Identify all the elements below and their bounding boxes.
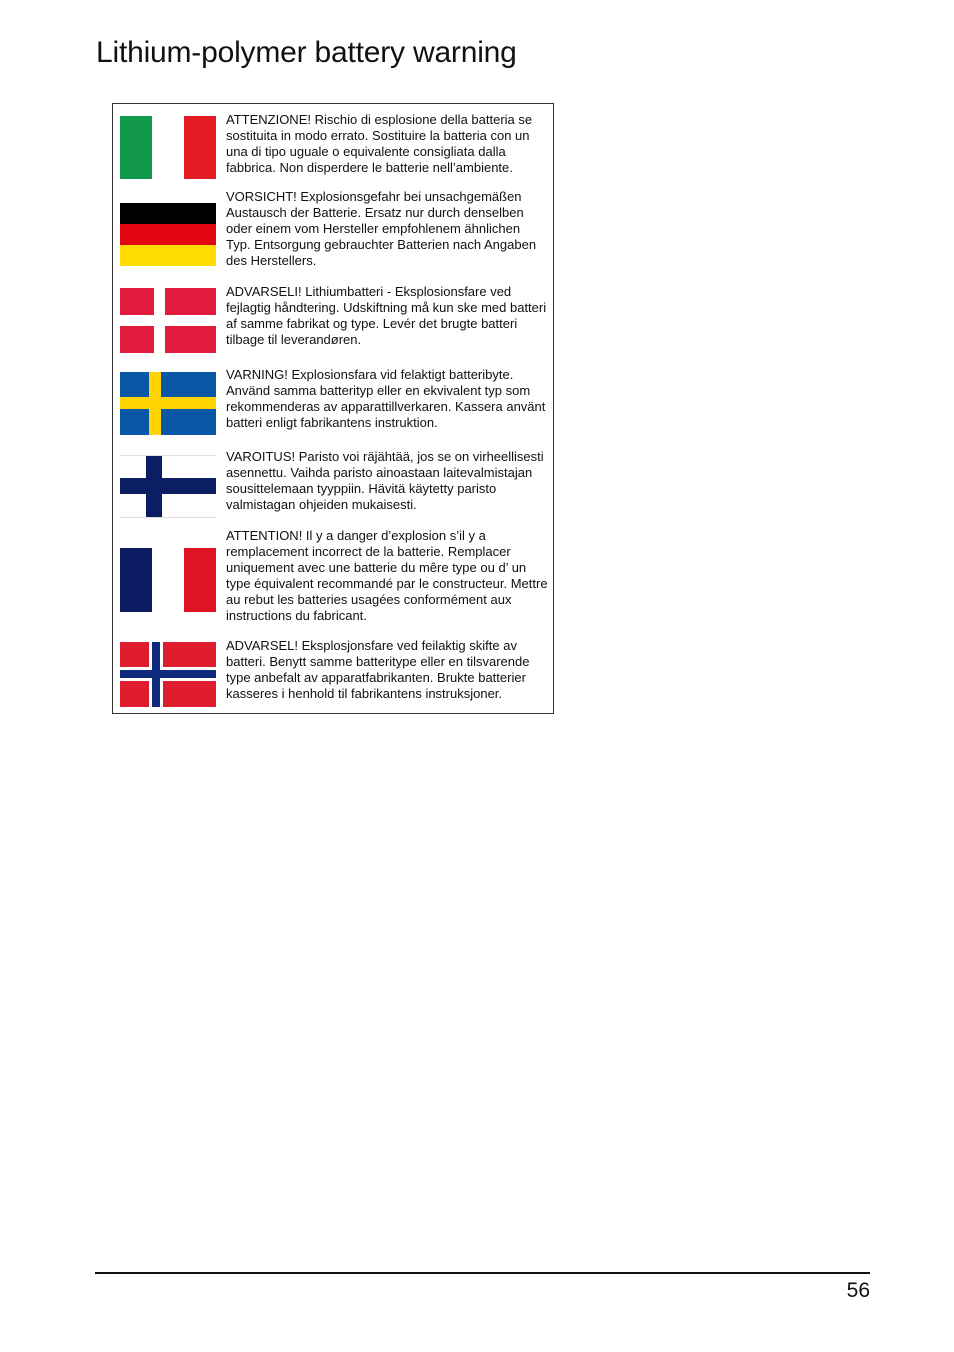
warning-text-norwegian: ADVARSEL! Eksplosjonsfare ved feilaktig skifte av batteri. Benytt samme batteritype eller en tilsvarende type anbefalt av apparatfabrikanten. Brukte batterier kasseres i henhold til fabrikantens instruksjoner. (226, 638, 530, 701)
finland-flag-icon (120, 455, 216, 518)
germany-flag-icon (120, 203, 216, 266)
denmark-flag-icon (120, 288, 216, 353)
warning-text-german: VORSICHT! Explosionsgefahr bei unsachgemäßen Austausch der Batterie. Ersatz nur durch denselben oder einem vom Hersteller empfohlenem ähnlichen Typ. Entsorgung gebrauchter Batterien nach Angaben des Herstellers. (226, 189, 537, 268)
warning-text-french: ATTENTION! Il y a danger d’explosion s’il y a remplacement incorrect de la batterie. Remplacer uniquement avec une batterie du mêre type ou d’ un type équivalent recommandé par le constructeur. Mettre au rebut les batteries usagées conformément aux instructions du fabricant. (226, 528, 548, 623)
warning-text-finnish: VAROITUS! Paristo voi räjähtää, jos se on virheellisesti asennettu. Vaihda paristo ainoastaan laitevalmistajan sousittelemaan tyyppiin. Hävitä käytetty paristo valmistagan ohjeiden mukaisesti. (226, 449, 544, 512)
warning-text-danish: ADVARSELI! Lithiumbatteri - Eksplosionsfare ved fejlagtig håndtering. Udskiftning må kun ske med batteri af samme fabrikat og type. Levér det brugte batteri tilbage til leverandøren. (226, 284, 547, 347)
footer-divider (95, 1272, 870, 1274)
warning-text-swedish: VARNING! Explosionsfara vid felaktigt batteribyte. Använd samma batterityp eller en ekvivalent typ som rekommenderas av apparattillverkaren. Kassera använt batteri enligt fabrikantens instruktion. (226, 367, 546, 430)
france-flag-icon (120, 548, 216, 612)
battery-warning-table (112, 103, 554, 714)
warning-text-italian: ATTENZIONE! Rischio di esplosione della batteria se sostituita in modo errato. Sostituire la batteria con un una di tipo uguale o equivalente consigliata dalla fabbrica. Non disperdere le batterie nell’ambiente. (226, 112, 533, 175)
page-number: 56 (846, 1279, 870, 1302)
norway-flag-icon (120, 642, 216, 707)
italy-flag-icon (120, 116, 216, 179)
sweden-flag-icon (120, 372, 216, 435)
page-title: Lithium-polymer battery warning (96, 36, 517, 69)
